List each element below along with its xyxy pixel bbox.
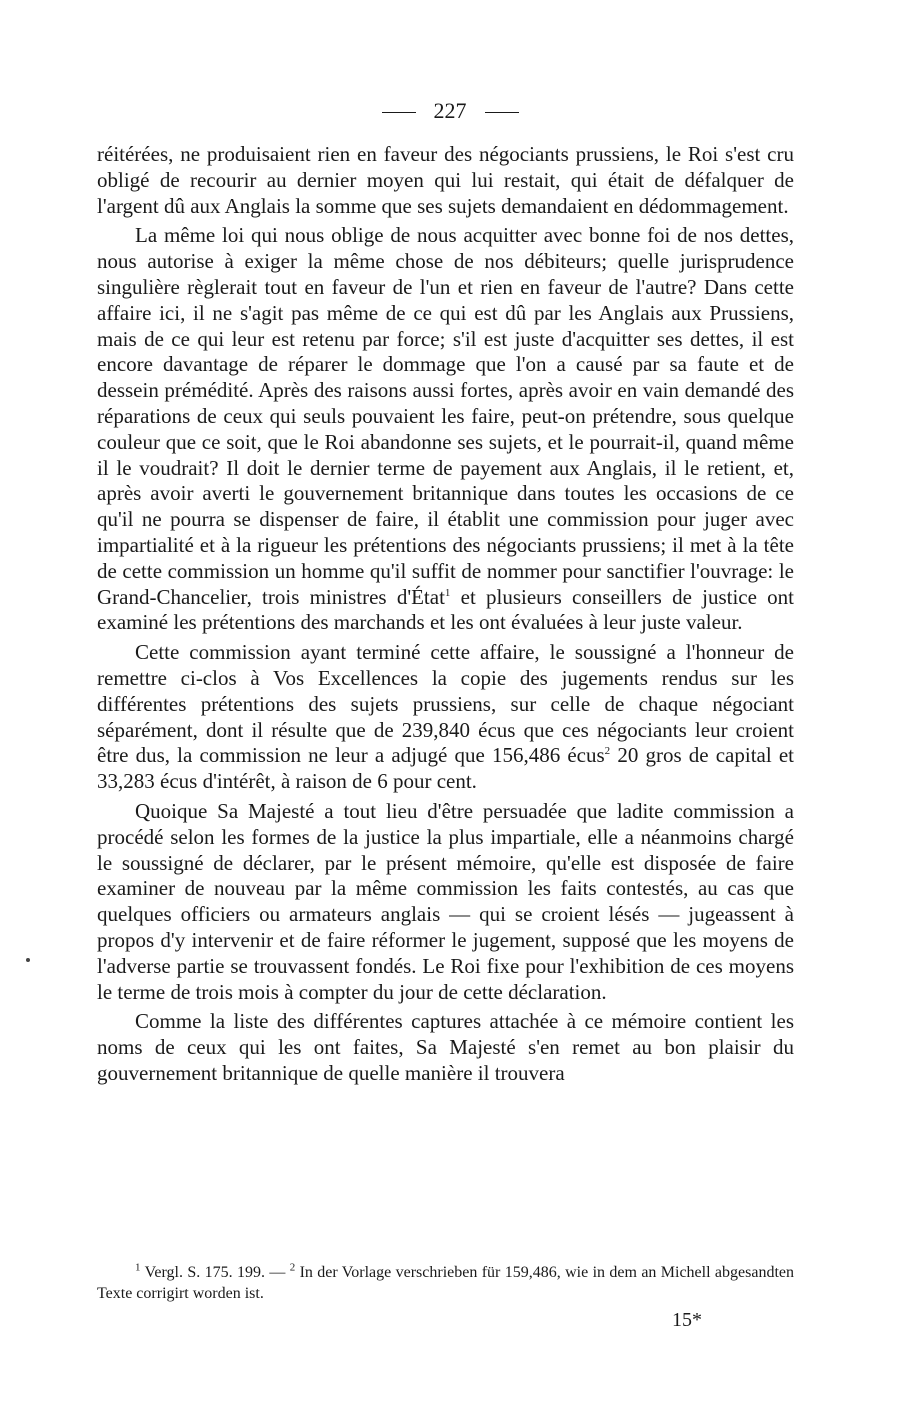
footnote-ref-1: 1 <box>444 586 451 599</box>
paragraph-5: Comme la liste des différentes captures attachée à ce mémoire contient les noms de ceux qui les ont faites, Sa Majesté s'en remet au bon plaisir du gouvernement britannique de quelle manière il trouvera <box>97 1009 794 1085</box>
footnote-ref-2: 2 <box>604 745 611 758</box>
paragraph-2: La même loi qui nous oblige de nous acquitter avec bonne foi de nos dettes, nous autorise à exiger la même chose de nos débiteurs; quelle jurisprudence singulière règlerait tout en faveur de l'un et rien en faveur de l'autre? Dans cette affaire ici, il ne s'agit pas même de ce qui est dû par les Anglais aux Prussiens, mais de ce qui leur est retenu par force; s'il est juste d'acquitter ses dettes, il est encore davantage de réparer le dommage que l'on a causé par sa faute et de dessein prémédité. Après des raisons aussi fortes, après avoir en vain demandé des réparations de ceux qui seuls pouvaient les faire, peut-on prétendre, sous quelque couleur que ce soit, que le Roi abandonne ses sujets, et le pourrait-il, quand même il le voudrait? Il doit le dernier terme de payement aux Anglais, il le retient, et, après avoir averti le gouvernement britannique dans toutes les occasions de ce qu'il ne pourra se dispenser de faire, il établit une commission pour juger avec impartialité et à la rigueur les prétentions des négociants prussiens; il met à la tête de cette commission un homme qu'il suffit de nommer pour sanctifier l'ouvrage: le Grand-Chancelier, trois ministres d'État$^1$ et plusieurs conseillers de justice ont examiné les prétentions des marchands et les ont évaluées à leur juste valeur. <box>97 223 794 635</box>
page-header <box>0 96 900 126</box>
signature-mark: 15* <box>672 1309 702 1331</box>
body-text <box>97 142 794 1091</box>
footnote-text: $^1$ Vergl. S. 175. 199. — $^2$ In der Vorlage verschrieben für 159,486, wie in dem an Michell abgesandten Texte corrigirt worden ist. <box>97 1261 794 1302</box>
header-rule-left <box>382 112 416 113</box>
header-rule-right <box>485 112 519 113</box>
margin-dot <box>26 958 30 962</box>
footnote-marker-2: 2 <box>289 1261 296 1274</box>
paragraph-1: réitérées, ne produisaient rien en faveur des négociants prussiens, le Roi s'est cru obligé de recourir au dernier moyen qui lui restait, qui était de défalquer de l'argent dû aux Anglais la somme que ses sujets demandaient en dédommagement. <box>97 142 794 218</box>
page-number: 227 <box>433 98 467 123</box>
footnote-marker-1: 1 <box>135 1261 141 1274</box>
paragraph-4: Quoique Sa Majesté a tout lieu d'être persuadée que ladite commission a procédé selon les formes de la justice la plus impartiale, elle a néanmoins chargé le soussigné de déclarer, par le présent mémoire, qu'elle est disposée de faire examiner de nouveau par la même commission les faits contestés, au cas que quelques officiers ou armateurs anglais — qui se croient lésés — jugeassent à propos d'y intervenir et de faire réformer le jugement, supposé que les moyens de l'adverse partie se trouvassent fondés. Le Roi fixe pour l'exhibition de ces moyens le terme de trois mois à compter du jour de cette déclaration. <box>97 798 794 1004</box>
footnotes <box>97 1262 794 1304</box>
paragraph-3: Cette commission ayant terminé cette affaire, le soussigné a l'honneur de remettre ci-clos à Vos Excellences la copie des jugements rendus sur les différentes prétentions des sujets prussiens, sur celle de chaque négociant séparément, dont il résulte que de 239,840 écus que ces négociants leur croient être dus, la commission ne leur a adjugé que 156,486 écus$^2$ 20 gros de capital et 33,283 écus d'intérêt, à raison de 6 pour cent. <box>97 640 795 794</box>
